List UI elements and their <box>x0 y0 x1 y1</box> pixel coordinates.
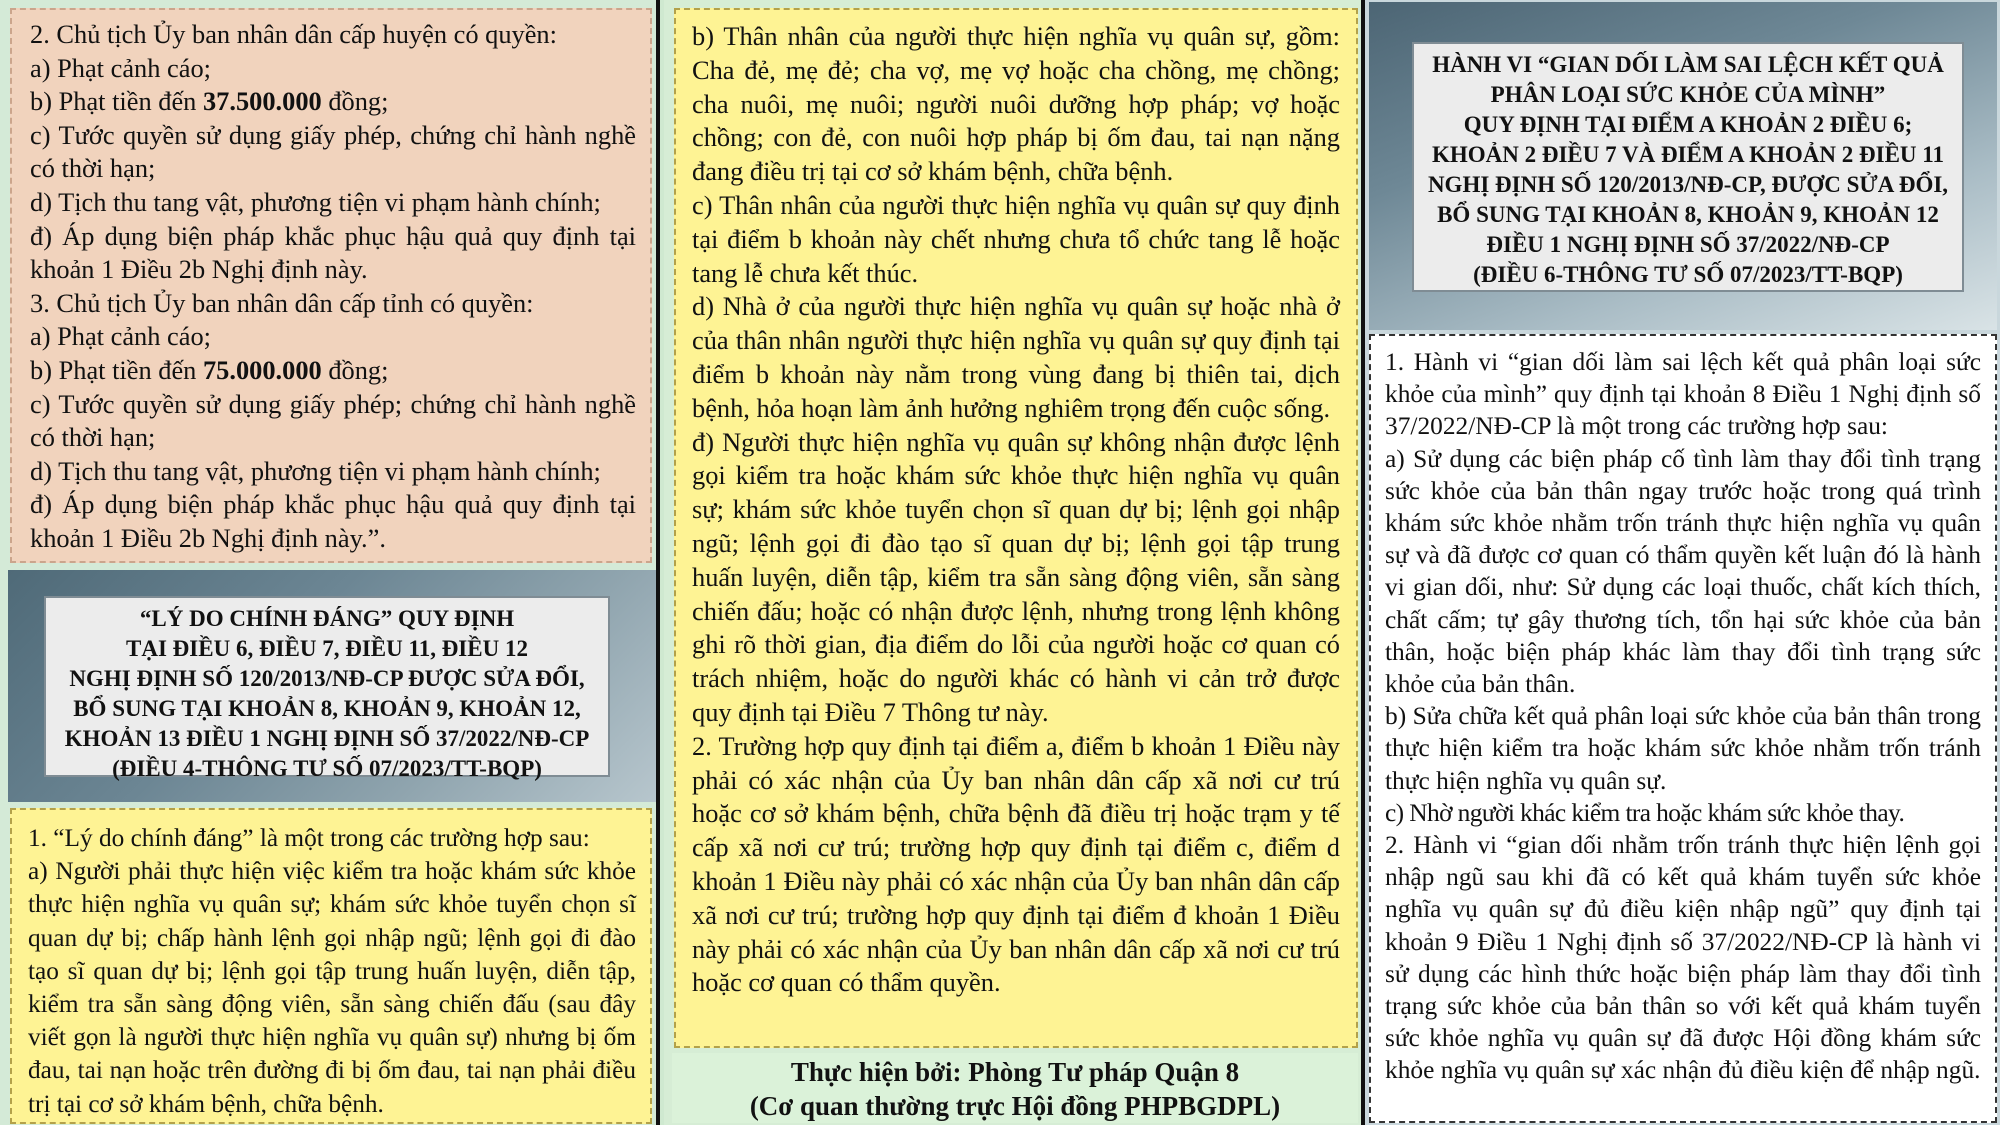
paragraph: 2. Chủ tịch Ủy ban nhân dân cấp huyện có quyền: <box>30 19 557 49</box>
title-line: “LÝ DO CHÍNH ĐÁNG” QUY ĐỊNH <box>139 606 515 631</box>
paragraph: a) Người phải thực hiện việc kiểm tra hoặc khám sức khỏe thực hiện nghĩa vụ quân sự; khám sức khỏe tuyển chọn sĩ quan dự bị; chấp hành lệnh gọi nhập ngũ; lệnh gọi đi đào tạo sĩ quan dự bị; lệnh gọi tập trung huấn luyện, diễn tập, kiểm tra sẵn sàng động viên, sẵn sàng chiến đấu (sau đây viết gọn là người thực hiện nghĩa vụ quân sự) nhưng bị ốm đau, tai nạn hoặc trên đường đi bị ốm đau, tai nạn phải điều trị tại cơ sở khám bệnh, chữa bệnh. <box>28 857 636 1118</box>
paragraph: 1. “Lý do chính đáng” là một trong các trường hợp sau: <box>28 824 590 852</box>
paragraph: b) Phạt tiền đến 37.500.000 đồng; <box>30 86 389 117</box>
title-line: QUY ĐỊNH TẠI ĐIỂM A KHOẢN 2 ĐIỀU 6; <box>1463 112 1913 137</box>
paragraph: a) Phạt cảnh cáo; <box>30 321 211 352</box>
ly-do-continued-section <box>674 8 1358 1048</box>
paragraph: d) Tịch thu tang vật, phương tiện vi phạm hành chính; <box>30 455 601 486</box>
footer-credit <box>672 1053 1358 1123</box>
title-line: NGHỊ ĐỊNH SỐ 120/2013/NĐ-CP ĐƯỢC SỬA ĐỔI, <box>69 666 585 691</box>
title-line: NGHỊ ĐỊNH SỐ 120/2013/NĐ-CP, ĐƯỢC SỬA ĐỔI, <box>1427 172 1949 197</box>
paragraph: 2. Trường hợp quy định tại điểm a, điểm b khoản 1 Điều này phải có xác nhận của Ủy ban nhân dân cấp xã nơi cư trú hoặc cơ sở khám bệnh, chữa bệnh đã điều trị hoặc trạm y tế cấp xã nơi cư trú; trường hợp quy định tại điểm c, điểm d khoản 1 Điều này phải có xác nhận của Ủy ban nhân dân cấp xã nơi cư trú; trường hợp quy định tại điểm đ khoản 1 Điều này phải có xác nhận của Ủy ban nhân dân cấp xã nơi cư trú hoặc cơ quan có thẩm quyền. <box>692 730 1340 998</box>
paragraph: d) Nhà ở của người thực hiện nghĩa vụ quân sự hoặc nhà ở của thân nhân người thực hiện nghĩa vụ quân sự quy định tại điểm b khoản này nằm trong vùng đang bị thiên tai, dịch bệnh, hỏa hoạn làm ảnh hưởng nghiêm trọng đến cuộc sống. <box>692 291 1340 423</box>
title-line: (ĐIỀU 4-THÔNG TƯ SỐ 07/2023/TT-BQP) <box>112 756 542 781</box>
ly-do-section <box>10 808 652 1124</box>
title-line: BỔ SUNG TẠI KHOẢN 8, KHOẢN 9, KHOẢN 12, <box>73 696 581 721</box>
paragraph: b) Thân nhân của người thực hiện nghĩa vụ quân sự, gồm: Cha đẻ, mẹ đẻ; cha vợ, mẹ vợ hoặc cha chồng, mẹ chồng; cha nuôi, mẹ nuôi; người nuôi dưỡng hợp pháp; vợ hoặc chồng; con đẻ, con nuôi hợp pháp bị ốm đau, tai nạn nặng đang điều trị tại cơ sở khám bệnh, chữa bệnh. <box>692 21 1340 187</box>
footer-line: Thực hiện bởi: Phòng Tư pháp Quận 8 <box>790 1057 1240 1087</box>
title-line: TẠI ĐIỀU 6, ĐIỀU 7, ĐIỀU 11, ĐIỀU 12 <box>126 636 528 661</box>
authority-section <box>10 8 652 563</box>
title-line: BỔ SUNG TẠI KHOẢN 8, KHOẢN 9, KHOẢN 12 <box>1437 202 1939 227</box>
paragraph: b) Phạt tiền đến 75.000.000 đồng; <box>30 354 389 385</box>
paragraph: 2. Hành vi “gian dối nhằm trốn tránh thực hiện lệnh gọi nhập ngũ sau khi đã có kết quả khám tuyển sức khỏe nghĩa vụ quân sự đủ điều kiện nhập ngũ” quy định tại khoản 9 Điều 1 Nghị định số 37/2022/NĐ-CP là hành vi sử dụng các hình thức hoặc biện pháp làm thay đổi tình trạng sức khỏe của bản thân so với kết quả khám tuyển sức khỏe nghĩa vụ quân sự đã được Hội đồng khám sức khỏe nghĩa vụ quân sự xác nhận đủ điều kiện để nhập ngũ. <box>1385 831 1981 1085</box>
paragraph: đ) Áp dụng biện pháp khắc phục hậu quả quy định tại khoản 1 Điều 2b Nghị định này. <box>30 220 636 285</box>
paragraph: đ) Người thực hiện nghĩa vụ quân sự không nhận được lệnh gọi kiểm tra hoặc khám sức khỏe thực hiện nghĩa vụ quân sự; khám sức khỏe tuyển chọn sĩ quan dự bị; lệnh gọi nhập ngũ; lệnh gọi đi đào tạo sĩ quan dự bị; lệnh gọi tập trung huấn luyện, diễn tập, kiểm tra sẵn sàng động viên, sẵn sàng chiến đấu; hoặc có nhận được lệnh, nhưng trong lệnh không ghi rõ thời gian, địa điểm do lỗi của người hoặc cơ quan có trách nhiệm, hoặc do người khác có hành vi cản trở được quy định tại Điều 7 Thông tư này. <box>692 426 1340 727</box>
title-line: HÀNH VI “GIAN DỐI LÀM SAI LỆCH KẾT QUẢ <box>1432 52 1944 77</box>
paragraph: 3. Chủ tịch Ủy ban nhân dân cấp tỉnh có quyền: <box>30 287 534 318</box>
paragraph: c) Tước quyền sử dụng giấy phép, chứng chỉ hành nghề có thời hạn; <box>30 119 636 184</box>
paragraph: c) Thân nhân của người thực hiện nghĩa vụ quân sự quy định tại điểm b khoản này chết nhưng chưa tổ chức tang lễ hoặc tang lễ chưa kết thúc. <box>692 189 1340 288</box>
paragraph: a) Sử dụng các biện pháp cố tình làm thay đổi tình trạng sức khỏe của bản thân ngay trước hoặc trong quá trình khám sức khỏe nhằm trốn tránh thực hiện nghĩa vụ quân sự và đã được cơ quan có thẩm quyền kết luận đó là hành vi gian dối, như: Sử dụng các loại thuốc, chất kích thích, chất cấm; tự gây thương tích, tổn hại sức khỏe của bản thân, hoặc biện pháp khác làm thay đổi tình trạng sức khỏe của bản thân. <box>1385 444 1981 699</box>
footer-line: (Cơ quan thường trực Hội đồng PHPBGDPL) <box>749 1091 1281 1121</box>
title-line: KHOẢN 2 ĐIỀU 7 VÀ ĐIỂM A KHOẢN 2 ĐIỀU 11 <box>1431 142 1945 167</box>
paragraph: 1. Hành vi “gian dối làm sai lệch kết quả phân loại sức khỏe của mình” quy định tại khoản 8 Điều 1 Nghị định số 37/2022/NĐ-CP là một trong các trường hợp sau: <box>1385 348 1981 441</box>
paragraph: a) Phạt cảnh cáo; <box>30 52 211 83</box>
title-line: KHOẢN 13 ĐIỀU 1 NGHỊ ĐỊNH SỐ 37/2022/NĐ-CP <box>64 726 590 751</box>
paragraph: c) Nhờ người khác kiểm tra hoặc khám sức khỏe thay. <box>1385 798 1905 827</box>
section-title-ly-do-chinh-dang <box>44 596 610 781</box>
paragraph: c) Tước quyền sử dụng giấy phép; chứng chỉ hành nghề có thời hạn; <box>30 388 636 453</box>
section-title-hanh-vi-gian-doi <box>1412 42 1964 292</box>
title-line: PHÂN LOẠI SỨC KHỎE CỦA MÌNH” <box>1490 82 1886 107</box>
title-line: ĐIỀU 1 NGHỊ ĐỊNH SỐ 37/2022/NĐ-CP <box>1486 232 1890 257</box>
title-line: (ĐIỀU 6-THÔNG TƯ SỐ 07/2023/TT-BQP) <box>1473 262 1903 287</box>
hanh-vi-section <box>1369 334 1997 1123</box>
paragraph: d) Tịch thu tang vật, phương tiện vi phạm hành chính; <box>30 186 601 217</box>
paragraph: b) Sửa chữa kết quả phân loại sức khỏe của bản thân trong thực hiện kiểm tra hoặc khám sức khỏe nhằm trốn tránh thực hiện nghĩa vụ quân sự. <box>1385 702 1981 795</box>
paragraph: đ) Áp dụng biện pháp khắc phục hậu quả quy định tại khoản 1 Điều 2b Nghị định này.”. <box>30 489 636 553</box>
amount-value: 75.000.000 <box>202 354 322 385</box>
amount-value: 37.500.000 <box>202 86 322 117</box>
